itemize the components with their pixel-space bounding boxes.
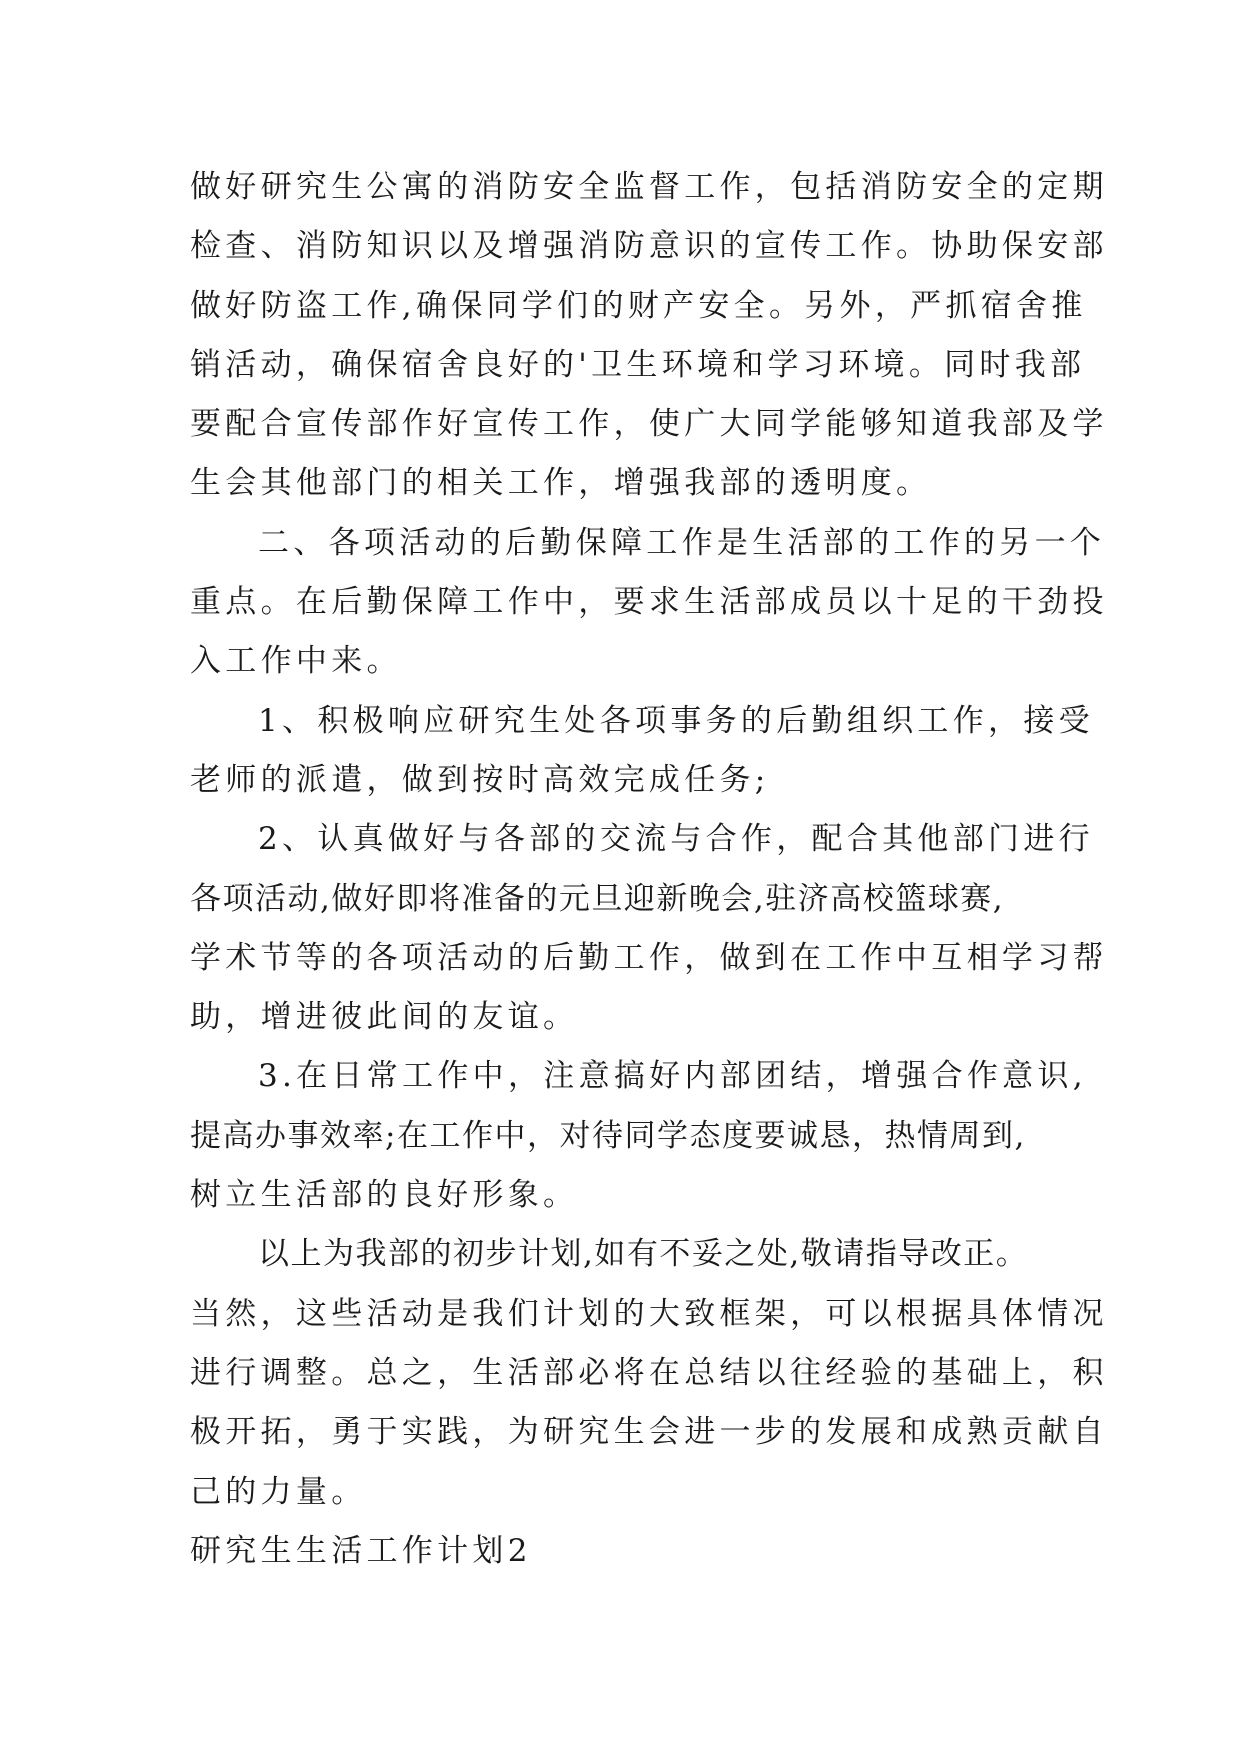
paragraph-first-line: 二、各项活动的后勤保障工作是生活部的工作的另一个 — [258, 524, 1106, 561]
text-line: 各项活动,做好即将准备的元旦迎新晚会,驻济高校篮球赛, — [190, 880, 1005, 917]
document-body — [190, 158, 1108, 1581]
paragraph-first-line: 1、积极响应研究生处各项事务的后勤组织工作，接受 — [258, 702, 1094, 739]
text-line: 树立生活部的良好形象。 — [190, 1177, 579, 1214]
text-line: 进行调整。总之，生活部必将在总结以往经验的基础上，积 — [190, 1354, 1108, 1391]
text-line: 助，增进彼此间的友谊。 — [190, 999, 579, 1036]
paragraph-first-line: 以上为我部的初步计划,如有不妥之处,敬请指导改正。 — [258, 1236, 1029, 1273]
text-line: 提高办事效率;在工作中，对待同学态度要诚恳，热情周到, — [190, 1117, 1026, 1154]
text-line: 检查、消防知识以及增强消防意识的宣传工作。协助保安部 — [190, 228, 1108, 265]
section-heading: 研究生生活工作计划2 — [190, 1532, 532, 1569]
text-line: 生会其他部门的相关工作，增强我部的透明度。 — [190, 465, 932, 502]
text-line: 当然，这些活动是我们计划的大致框架，可以根据具体情况 — [190, 1295, 1108, 1332]
text-line: 做好研究生公寓的消防安全监督工作，包括消防安全的定期 — [190, 169, 1108, 205]
text-line: 销活动，确保宿舍良好的'卫生环境和学习环境。同时我部 — [190, 346, 1086, 383]
paragraph-first-line: 3.在日常工作中，注意搞好内部团结，增强合作意识, — [258, 1058, 1087, 1095]
text-line: 做好防盗工作,确保同学们的财产安全。另外，严抓宿舍推 — [190, 287, 1087, 324]
text-line: 要配合宣传部作好宣传工作，使广大同学能够知道我部及学 — [190, 406, 1108, 443]
text-line: 重点。在后勤保障工作中，要求生活部成员以十足的干劲投 — [190, 584, 1108, 621]
text-line: 入工作中来。 — [190, 643, 402, 680]
text-line: 学术节等的各项活动的后勤工作，做到在工作中互相学习帮 — [190, 939, 1108, 976]
text-line: 极开拓，勇于实践，为研究生会进一步的发展和成熟贡献自 — [190, 1414, 1108, 1451]
paragraph-first-line: 2、认真做好与各部的交流与合作，配合其他部门进行 — [258, 821, 1094, 858]
text-line: 老师的派遣，做到按时高效完成任务; — [190, 761, 770, 798]
text-line: 己的力量。 — [190, 1473, 367, 1510]
